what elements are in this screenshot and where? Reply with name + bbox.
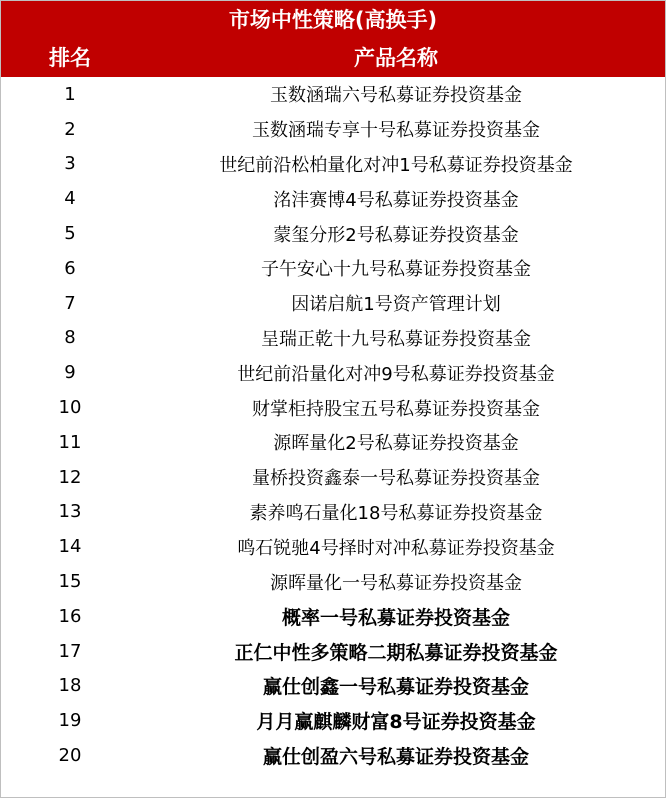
table-header-row [1, 37, 665, 77]
rank-cell: 6 [64, 257, 76, 279]
rank-cell: 2 [64, 118, 76, 140]
table-row [1, 738, 665, 773]
rank-cell: 5 [64, 223, 76, 245]
table-body [1, 77, 665, 773]
name-column-header: 产品名称 [354, 46, 438, 70]
product-name-cell: 概率一号私募证券投资基金 [281, 606, 510, 629]
table-title: 市场中性策略(高换手) [1, 1, 665, 37]
product-name-cell: 财掌柜持股宝五号私募证券投资基金 [252, 398, 540, 420]
table-row [1, 147, 665, 182]
rank-cell: 18 [58, 675, 82, 697]
product-name-cell: 素养鸣石量化18号私募证券投资基金 [249, 502, 543, 524]
rank-cell: 16 [58, 605, 82, 627]
rank-cell: 12 [58, 466, 82, 488]
table-row [1, 460, 665, 495]
product-name-cell: 量桥投资鑫泰一号私募证券投资基金 [252, 468, 540, 490]
rank-column-header: 排名 [49, 46, 91, 70]
product-name-cell: 蒙玺分形2号私募证券投资基金 [273, 224, 519, 246]
product-name-cell: 因诺启航1号资产管理计划 [291, 294, 501, 316]
product-name-cell: 赢仕创盈六号私募证券投资基金 [262, 746, 529, 769]
product-name-cell: 鸣石锐驰4号择时对冲私募证券投资基金 [237, 537, 555, 559]
rank-cell: 7 [64, 292, 76, 314]
product-name-cell: 源晖量化一号私募证券投资基金 [270, 572, 522, 594]
rank-cell: 10 [58, 397, 82, 419]
rank-cell: 15 [58, 571, 82, 593]
product-name-cell: 月月赢麒麟财富8号证券投资基金 [256, 711, 536, 734]
rank-cell: 8 [64, 327, 76, 349]
product-name-cell: 洺沣赛博4号私募证券投资基金 [273, 189, 519, 211]
product-name-cell: 子午安心十九号私募证券投资基金 [261, 259, 531, 281]
rank-cell: 20 [58, 745, 82, 767]
table-row [1, 321, 665, 356]
table-row [1, 286, 665, 321]
table-row [1, 77, 665, 112]
rank-cell: 17 [58, 640, 82, 662]
product-name-cell: 正仁中性多策略二期私募证券投资基金 [234, 641, 558, 664]
table-row [1, 564, 665, 599]
rank-cell: 9 [64, 362, 76, 384]
rank-cell: 13 [58, 501, 82, 523]
product-name-cell: 呈瑞正乾十九号私募证券投资基金 [261, 328, 531, 350]
table-row [1, 112, 665, 147]
product-name-cell: 世纪前沿量化对冲9号私募证券投资基金 [237, 363, 555, 385]
table-row [1, 599, 665, 634]
rank-cell: 1 [64, 83, 76, 105]
rank-cell: 19 [58, 710, 82, 732]
product-name-cell: 玉数涵瑞六号私募证券投资基金 [270, 85, 522, 107]
table-row [1, 251, 665, 286]
table-row [1, 181, 665, 216]
rank-cell: 14 [58, 536, 82, 558]
table-row [1, 425, 665, 460]
rank-cell: 4 [64, 188, 76, 210]
rank-cell: 11 [58, 431, 82, 453]
product-name-cell: 玉数涵瑞专享十号私募证券投资基金 [252, 120, 540, 142]
table-row [1, 529, 665, 564]
table-row [1, 495, 665, 530]
product-name-cell: 源晖量化2号私募证券投资基金 [273, 433, 519, 455]
table-row [1, 669, 665, 704]
table-row [1, 355, 665, 390]
table-row [1, 390, 665, 425]
product-name-cell: 赢仕创鑫一号私募证券投资基金 [262, 676, 529, 699]
table-row [1, 216, 665, 251]
table-row [1, 703, 665, 738]
product-name-cell: 世纪前沿松柏量化对冲1号私募证券投资基金 [219, 154, 573, 176]
table-row [1, 634, 665, 669]
rank-cell: 3 [64, 153, 76, 175]
